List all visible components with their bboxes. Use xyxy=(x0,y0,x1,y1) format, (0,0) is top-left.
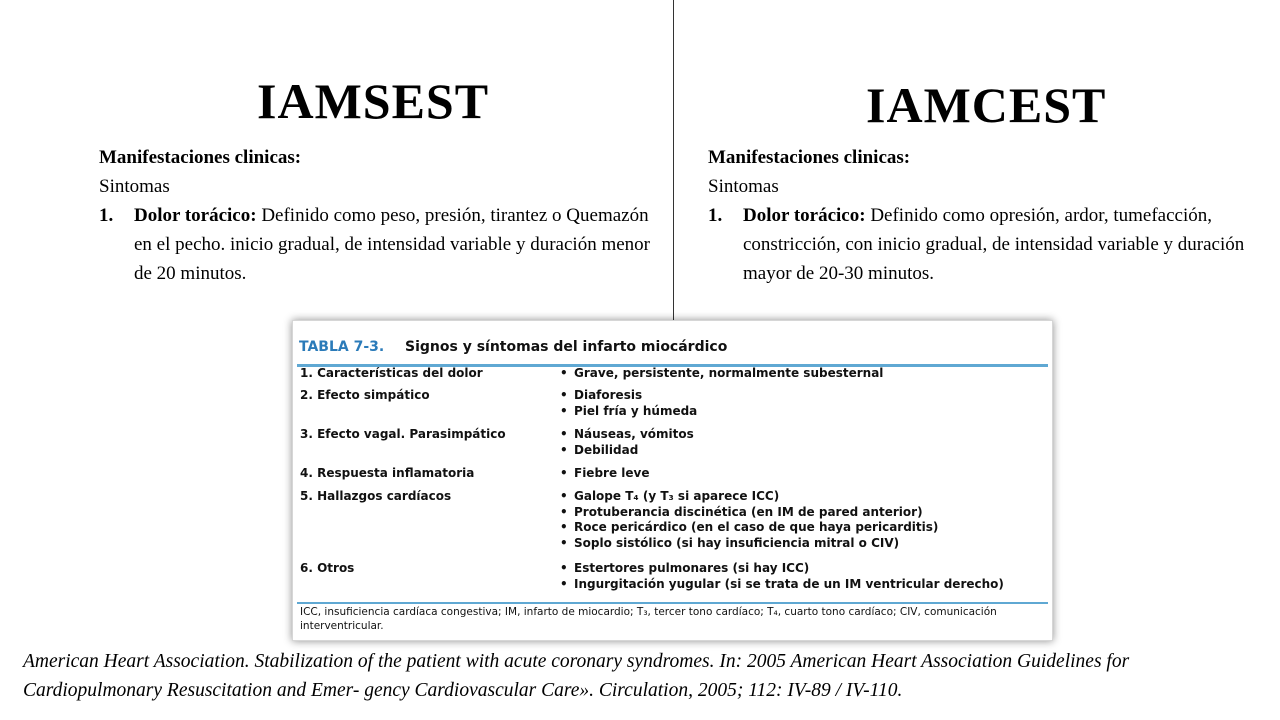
table-row-values xyxy=(560,466,650,482)
right-item-label: Dolor torácico: xyxy=(743,205,866,226)
bullet-icon: • xyxy=(560,388,568,402)
citation: American Heart Association. Stabilization of the patient with acute coronary syndromes. In: 2005 American Heart Association Guidelines for Cardiopulmonary Resuscitation and Emer- gency Cardiovascular Care». Circulation, 2005; 112: IV-89 / IV-110. xyxy=(23,651,1130,701)
table-row-category: 1. Características del dolor xyxy=(300,366,483,380)
right-list-item xyxy=(708,201,1268,288)
symptoms-table-image xyxy=(292,320,1053,641)
bullet-icon: • xyxy=(560,442,568,457)
table-value-text: Protuberancia discinética (en IM de pared anterior) xyxy=(574,504,923,519)
left-item-number: 1. xyxy=(99,205,114,226)
bullet-icon: • xyxy=(560,489,568,503)
table-value-text: Fiebre leve xyxy=(574,466,650,480)
table-value-item xyxy=(560,427,694,443)
table-row-category: 5. Hallazgos cardíacos xyxy=(300,489,452,503)
table-value-text: Estertores pulmonares (si hay ICC) xyxy=(574,561,810,575)
table-row-values xyxy=(560,388,697,419)
table-value-item xyxy=(560,577,1004,593)
bullet-icon: • xyxy=(560,504,568,519)
left-item-label: Dolor torácico: xyxy=(134,205,257,226)
column-divider xyxy=(673,0,674,322)
bullet-icon: • xyxy=(560,520,568,534)
table-value-item xyxy=(560,520,938,536)
table-value-item xyxy=(560,536,938,552)
table-value-text: Grave, persistente, normalmente subesternal xyxy=(574,366,884,380)
table-value-item xyxy=(560,366,883,382)
table-row-values xyxy=(560,489,938,551)
table-row-values xyxy=(560,561,1004,592)
table-value-item xyxy=(560,404,697,420)
left-column xyxy=(99,143,664,288)
table-value-item xyxy=(560,561,1004,577)
table-number: TABLA 7-3. xyxy=(299,338,385,355)
bullet-icon: • xyxy=(560,576,568,591)
table-row-category: 3. Efecto vagal. Parasimpático xyxy=(300,427,506,441)
table-row-category: 4. Respuesta inflamatoria xyxy=(300,466,475,480)
left-list-item xyxy=(99,201,664,288)
right-column xyxy=(708,143,1268,288)
table-footer-rule xyxy=(297,602,1048,604)
bullet-icon: • xyxy=(560,561,568,575)
bullet-icon: • xyxy=(560,403,568,418)
table-value-text: Galope T₄ (y T₃ si aparece ICC) xyxy=(574,489,780,503)
table-value-item xyxy=(560,388,697,404)
left-item-body xyxy=(134,201,664,288)
table-row-category: 6. Otros xyxy=(300,561,355,575)
right-item-text: Definido como opresión, ardor, tumefacción, constricción, con inicio gradual, de intensidad variable y duración mayor de 20-30 minutos. xyxy=(743,205,1245,284)
table-row-values xyxy=(560,427,694,458)
table-value-text: Debilidad xyxy=(574,442,639,457)
table-header xyxy=(297,329,1048,367)
table-caption: Signos y síntomas del infarto miocárdico xyxy=(405,338,728,355)
right-item-body xyxy=(743,201,1268,288)
right-heading: Manifestaciones clinicas: xyxy=(708,147,911,168)
bullet-icon: • xyxy=(560,427,568,441)
table-value-item xyxy=(560,505,938,521)
table-value-text: Diaforesis xyxy=(574,388,643,402)
title-iamsest: IAMSEST xyxy=(257,73,490,129)
table-row-category: 2. Efecto simpático xyxy=(300,388,430,402)
table-value-text: Náuseas, vómitos xyxy=(574,427,694,441)
table-row-values xyxy=(560,366,883,382)
table-value-text: Roce pericárdico (en el caso de que haya pericarditis) xyxy=(574,520,939,534)
right-subheading: Sintomas xyxy=(708,176,779,197)
bullet-icon: • xyxy=(560,366,568,380)
title-iamcest: IAMCEST xyxy=(866,77,1107,133)
bullet-icon: • xyxy=(560,466,568,480)
right-item-number: 1. xyxy=(708,205,723,226)
left-item-text: Definido como peso, presión, tirantez o Quemazón en el pecho. inicio gradual, de intensidad variable y duración menor de 20 minutos. xyxy=(134,205,650,284)
left-heading: Manifestaciones clinicas: xyxy=(99,147,302,168)
table-value-text: Soplo sistólico (si hay insuficiencia mitral o CIV) xyxy=(574,535,900,550)
bullet-icon: • xyxy=(560,535,568,550)
table-footnote: ICC, insuficiencia cardíaca congestiva; IM, infarto de miocardio; T₃, tercer tono cardíaco; T₄, cuarto tono cardíaco; CIV, comunicación interventricular. xyxy=(300,606,997,632)
table-value-text: Ingurgitación yugular (si se trata de un IM ventricular derecho) xyxy=(574,576,1004,591)
left-subheading: Sintomas xyxy=(99,176,170,197)
table-value-item xyxy=(560,443,694,459)
table-value-item xyxy=(560,466,650,482)
table-value-text: Piel fría y húmeda xyxy=(574,403,698,418)
table-value-item xyxy=(560,489,938,505)
